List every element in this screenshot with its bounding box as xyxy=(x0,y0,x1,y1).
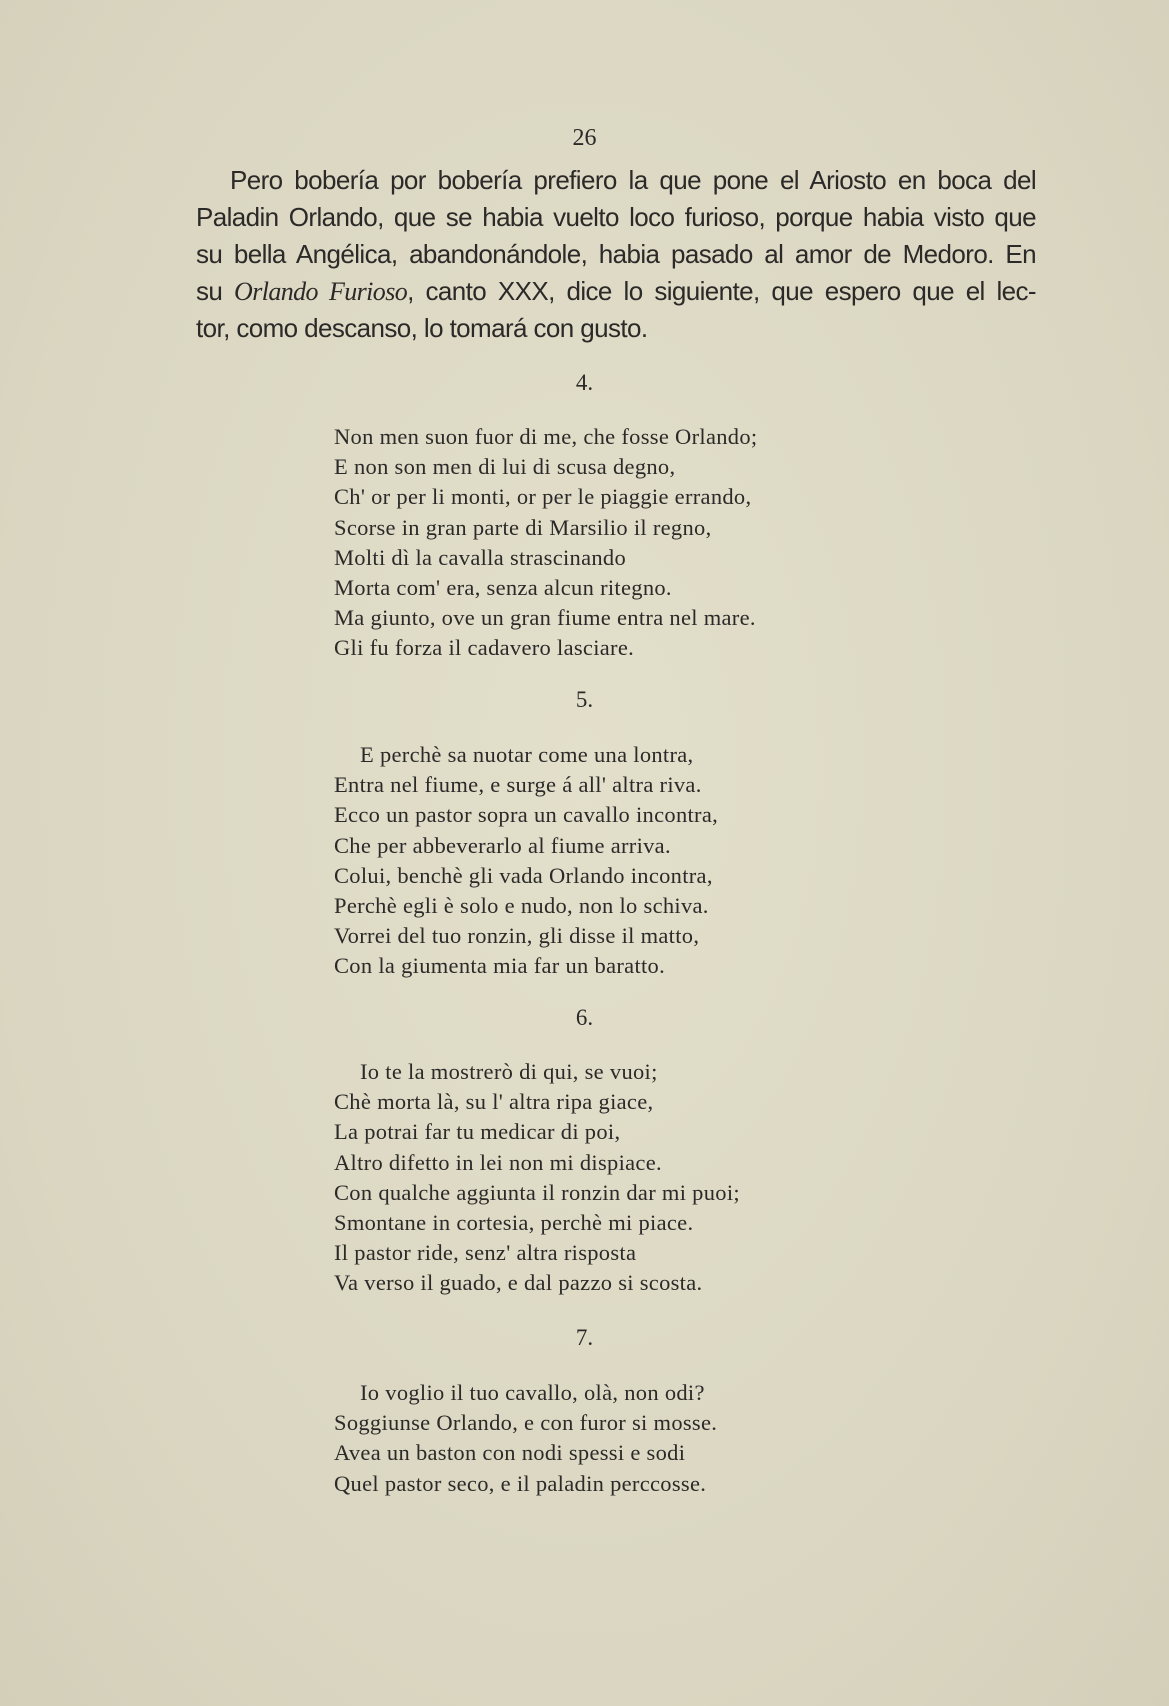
stanza xyxy=(334,1057,914,1299)
verse-line: Con la giumenta mia far un baratto. xyxy=(334,953,666,979)
verse-line: Il pastor ride, senz' altra risposta xyxy=(334,1240,637,1266)
prose-line xyxy=(196,273,1036,310)
verse-line: Ch' or per li monti, or per le piaggie errando, xyxy=(334,484,752,510)
verse-line: E perchè sa nuotar come una lontra, xyxy=(360,742,694,767)
verse-line: Vorrei del tuo ronzin, gli disse il matto, xyxy=(334,923,700,949)
stanza xyxy=(334,422,914,664)
verse-line: Quel pastor seco, e il paladin perccosse. xyxy=(334,1470,707,1496)
verse-line: Non men suon fuor di me, che fosse Orlando; xyxy=(334,424,758,449)
verse-line: Va verso il guado, e dal pazzo si scosta. xyxy=(334,1270,703,1296)
verse-line: Smontane in cortesia, perchè mi piace. xyxy=(334,1209,694,1235)
verse-line: Avea un baston con nodi spessi e sodi xyxy=(334,1440,686,1466)
verse-line: Ma giunto, ove un gran fiume entra nel mare. xyxy=(334,605,756,631)
verse-line: Ecco un pastor sopra un cavallo incontra, xyxy=(334,802,719,828)
verse-line: La potrai far tu medicar di poi, xyxy=(334,1119,621,1145)
verse-line: Che per abbeverarlo al fiume arriva. xyxy=(334,832,671,858)
prose-line: Pero bobería por bobería prefiero la que pone el Ariosto en boca del xyxy=(230,165,1036,195)
stanza xyxy=(334,1378,914,1499)
stanza-number: 5. xyxy=(575,687,594,712)
stanza-number: 4. xyxy=(575,370,594,395)
verse-line: Soggiunse Orlando, e con furor si mosse. xyxy=(334,1410,718,1436)
prose-line: tor, como descanso, lo tomará con gusto. xyxy=(196,313,648,343)
stanza-number: 7. xyxy=(575,1325,594,1350)
verse-line: E non son men di lui di scusa degno, xyxy=(334,454,676,480)
verse-line: Perchè egli è solo e nudo, non lo schiva. xyxy=(334,892,709,918)
stanza-number: 6. xyxy=(575,1005,594,1030)
verse-line: Con qualche aggiunta il ronzin dar mi puoi; xyxy=(334,1179,740,1205)
book-title-italic: Orlando Furioso xyxy=(234,277,408,306)
verse-line: Scorse in gran parte di Marsilio il regno, xyxy=(334,514,712,540)
prose-paragraph xyxy=(196,162,1036,347)
verse-line: Entra nel fiume, e surge á all' altra riva. xyxy=(334,772,702,798)
verse-line: Morta com' era, senza alcun ritegno. xyxy=(334,574,672,600)
verse-line: Altro difetto in lei non mi dispiace. xyxy=(334,1149,662,1175)
verse-line: Molti dì la cavalla strascinando xyxy=(334,544,627,570)
verse-line: Io voglio il tuo cavallo, olà, non odi? xyxy=(360,1380,705,1405)
verse-line: Io te la mostrerò di qui, se vuoi; xyxy=(360,1059,658,1084)
prose-line: su bella Angélica, abandonándole, habia pasado al amor de Medoro. En xyxy=(196,239,1036,269)
page-number: 26 xyxy=(572,125,597,151)
prose-text: , canto XXX, dice lo siguiente, que espero que el lec- xyxy=(407,276,1036,306)
verse-line: Gli fu forza il cadavero lasciare. xyxy=(334,635,635,661)
prose-text: su xyxy=(196,276,235,306)
verse-line: Chè morta là, su l' altra ripa giace, xyxy=(334,1089,654,1115)
prose-line: Paladin Orlando, que se habia vuelto loco furioso, porque habia visto que xyxy=(196,202,1036,232)
verse-line: Colui, benchè gli vada Orlando incontra, xyxy=(334,862,713,888)
stanza xyxy=(334,740,914,982)
